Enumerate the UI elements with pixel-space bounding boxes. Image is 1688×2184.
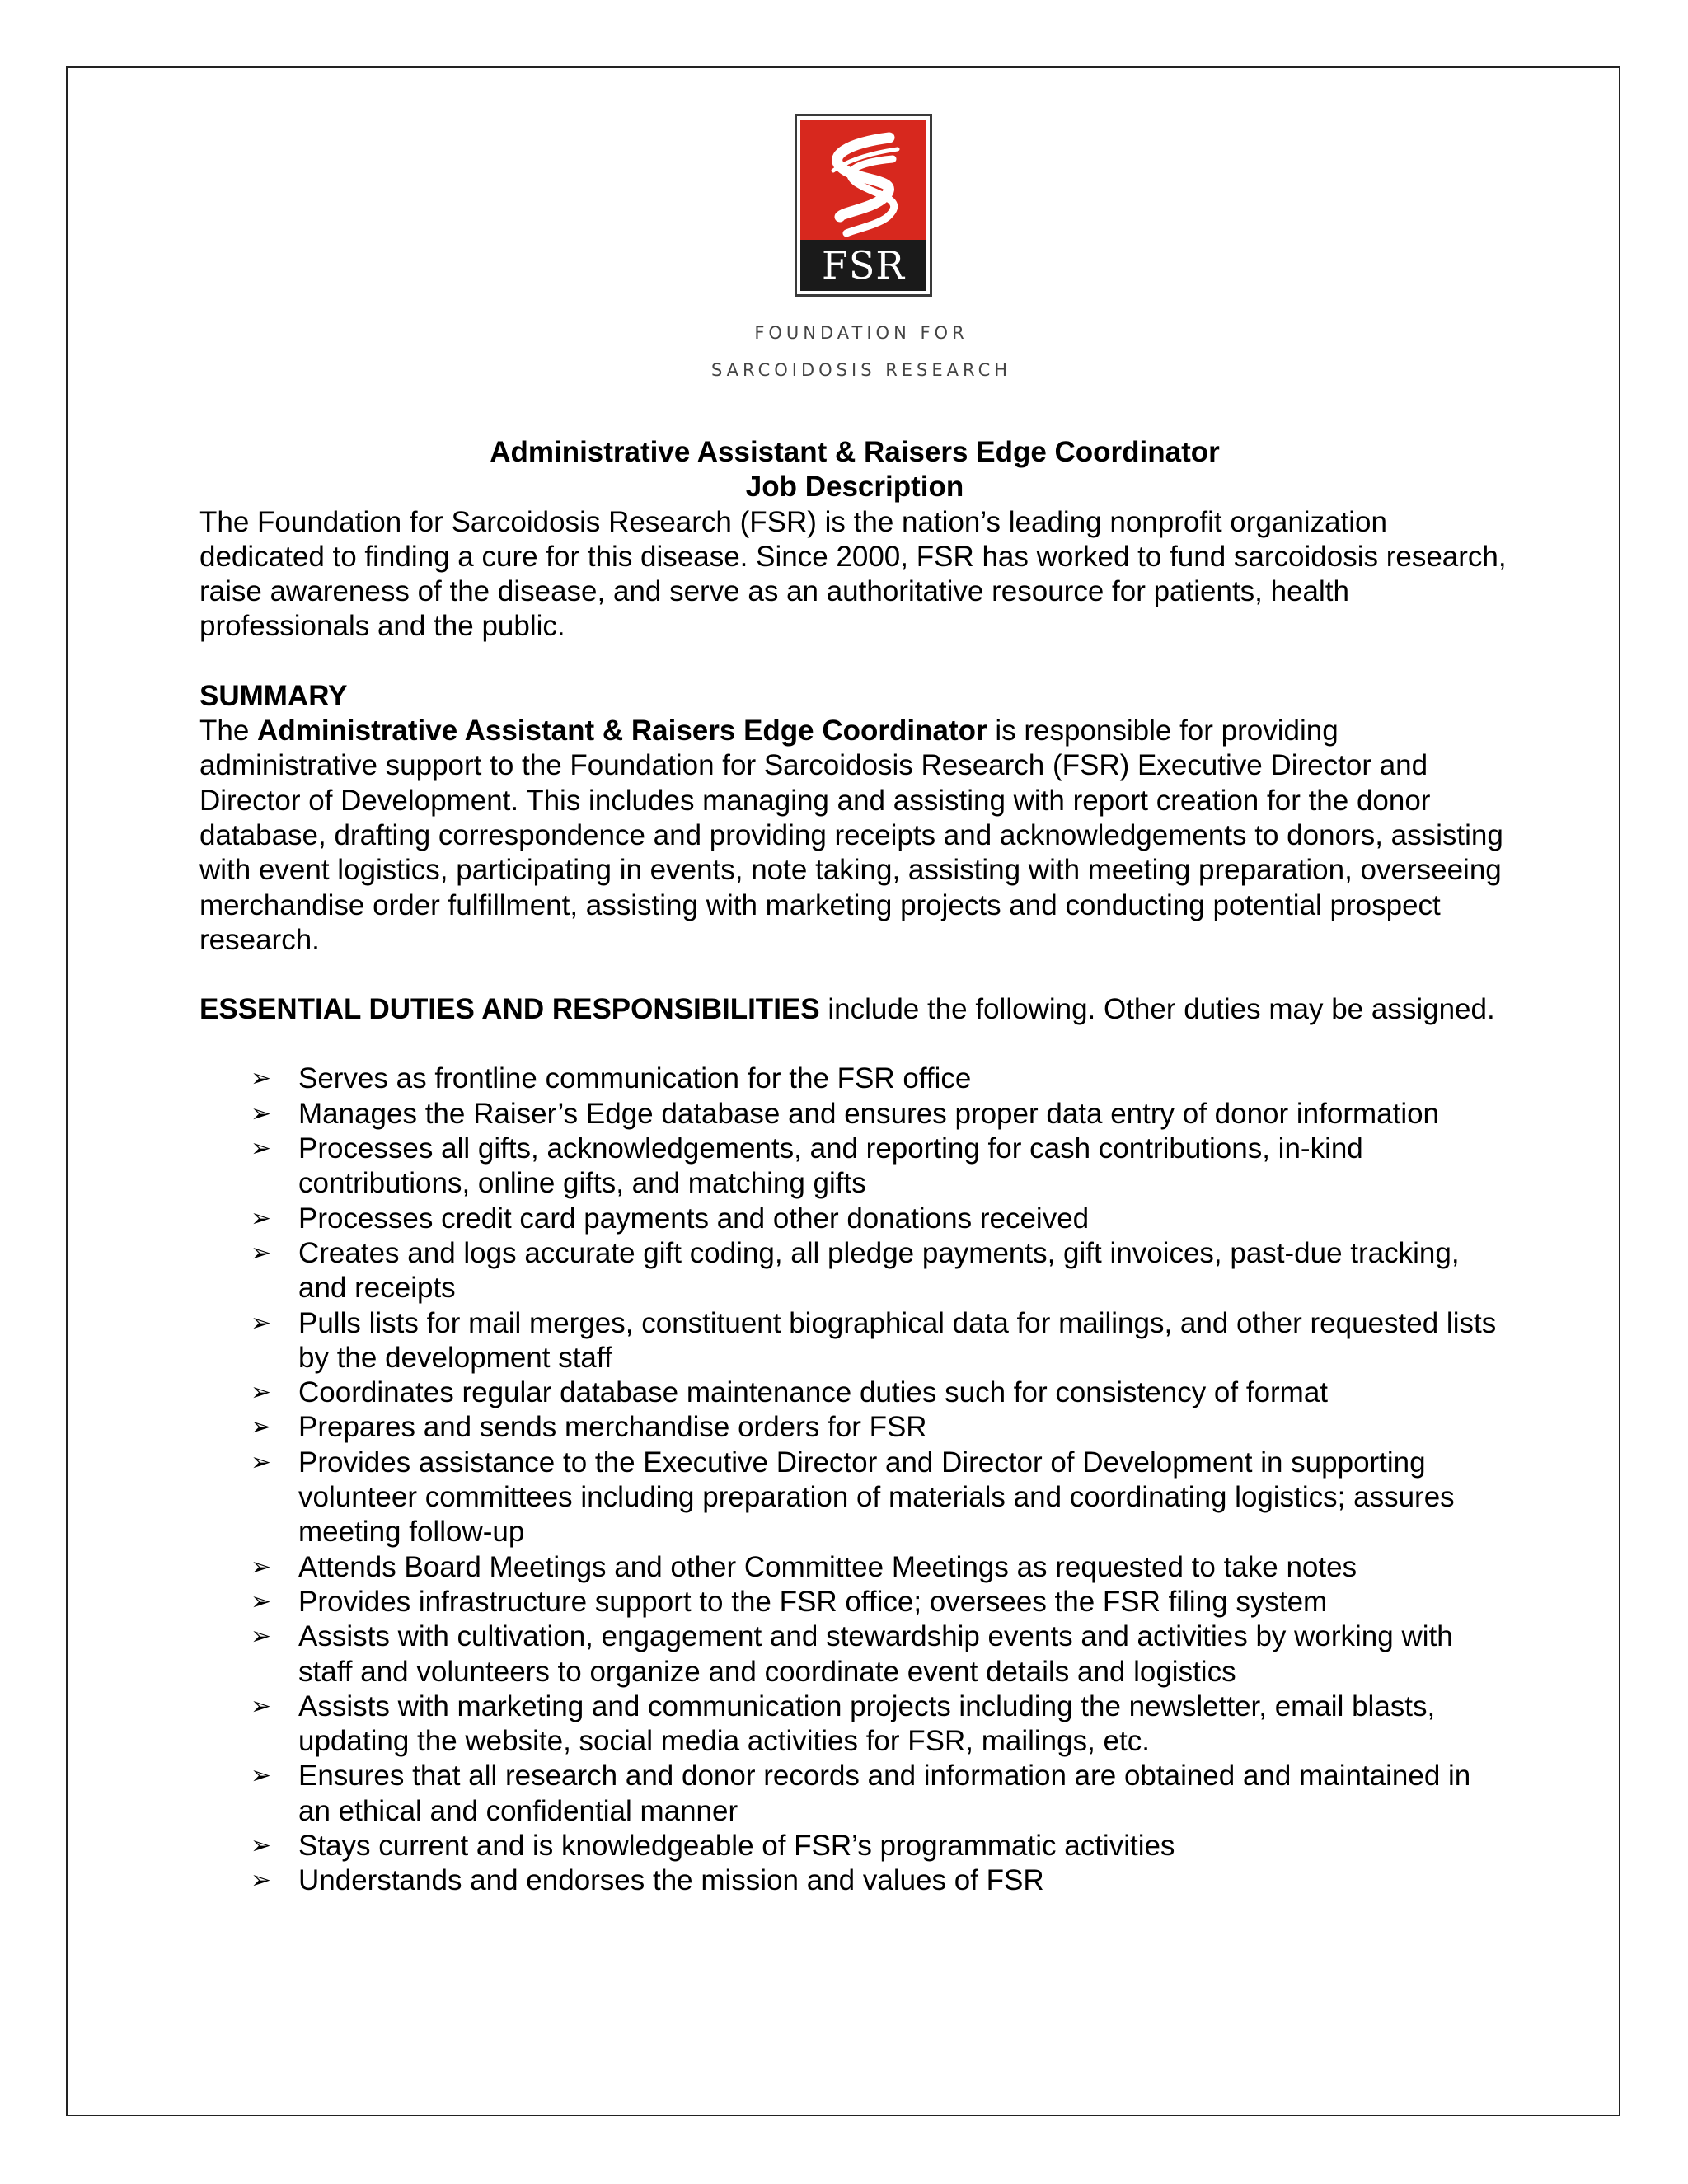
list-item [199, 1202, 1510, 1236]
list-item [199, 1376, 1510, 1410]
list-item [199, 1132, 1510, 1202]
list-item [199, 1863, 1510, 1898]
duty-text: Ensures that all research and donor records and information are obtained and maintained in an ethical and confidential manner [298, 1760, 1471, 1827]
duty-text: Prepares and sends merchandise orders for FSR [298, 1411, 927, 1444]
duty-text: Stays current and is knowledgeable of FSR’s programmatic activities [298, 1829, 1175, 1862]
duty-text: Serves as frontline communication for the FSR office [298, 1062, 972, 1095]
arrowhead-bullet-icon: ➢ [251, 1692, 272, 1720]
list-item [199, 1690, 1510, 1760]
duty-text: Attends Board Meetings and other Committee Meetings as requested to take notes [298, 1550, 1357, 1583]
duties-intro-text: include the following. Other duties may be assigned. [819, 993, 1495, 1026]
arrowhead-bullet-icon: ➢ [251, 1239, 272, 1267]
logo-mark-text: FSR [821, 243, 906, 288]
duty-text: Assists with cultivation, engagement and stewardship events and activities by working with staff and volunteers to organize and coordinate event details and logistics [298, 1620, 1453, 1688]
list-item [199, 1306, 1510, 1376]
arrowhead-bullet-icon: ➢ [251, 1135, 272, 1163]
arrowhead-bullet-icon: ➢ [251, 1867, 272, 1895]
duty-text: Manages the Raiser’s Edge database and ensures proper data entry of donor information [298, 1097, 1440, 1130]
list-item [199, 1236, 1510, 1306]
duty-text: Creates and logs accurate gift coding, all pledge payments, gift invoices, past-due tracking, and receipts [298, 1236, 1460, 1305]
document-subtitle: Job Description [745, 471, 964, 504]
arrowhead-bullet-icon: ➢ [251, 1309, 272, 1337]
org-name-line2: SARCOIDOSIS RESEARCH [710, 360, 1012, 380]
duty-text: Understands and endorses the mission and values of FSR [298, 1864, 1044, 1897]
intro-paragraph: The Foundation for Sarcoidosis Research (FSR) is the nation’s leading nonprofit organization dedicated to finding a cure for this disease. Since 2000, FSR has worked to fund sarcoidosis research, raise awareness of the disease, and serve as an authoritative resource for patients, health professionals and the public. [199, 505, 1507, 643]
summary-text: is responsible for providing administrative support to the Foundation for Sarcoidosis Research (FSR) Executive Director and Director of Development. This includes managing and assisting with report creation for the donor database, drafting correspondence and providing receipts and acknowledgements to donors, assisting with event logistics, participating in events, note taking, assisting with meeting preparation, overseeing merchandise order fulfillment, assisting with marketing projects and conducting potential prospect research. [199, 715, 1503, 956]
arrowhead-bullet-icon: ➢ [251, 1099, 272, 1127]
duties-heading: ESSENTIAL DUTIES AND RESPONSIBILITIES [199, 993, 820, 1026]
summary-heading: SUMMARY [199, 679, 348, 712]
arrowhead-bullet-icon: ➢ [251, 1553, 272, 1581]
duty-text: Assists with marketing and communication projects including the newsletter, email blasts, updating the website, social media activities for FSR, mailings, etc. [298, 1690, 1436, 1758]
list-item [199, 1585, 1510, 1619]
arrowhead-bullet-icon: ➢ [251, 1379, 272, 1407]
summary-lead: The [199, 715, 258, 748]
org-name-line1: FOUNDATION FOR [754, 323, 968, 343]
arrowhead-bullet-icon: ➢ [251, 1587, 272, 1615]
duty-text: Processes credit card payments and other donations received [298, 1202, 1090, 1235]
list-item [199, 1410, 1510, 1445]
arrowhead-bullet-icon: ➢ [251, 1831, 272, 1859]
arrowhead-bullet-icon: ➢ [251, 1448, 272, 1476]
arrowhead-bullet-icon: ➢ [251, 1065, 272, 1093]
duty-text: Processes all gifts, acknowledgements, and reporting for cash contributions, in-kind contributions, online gifts, and matching gifts [298, 1132, 1363, 1200]
fsr-logo [795, 114, 932, 297]
list-item [199, 1446, 1510, 1550]
list-item [199, 1097, 1510, 1132]
job-description-body [199, 435, 1510, 1899]
duty-text: Provides assistance to the Executive Director and Director of Development in supporting volunteer committees including preparation of materials and coordinating logistics; assures meeting follow-up [298, 1446, 1455, 1549]
duty-text: Coordinates regular database maintenance duties such for consistency of format [298, 1376, 1329, 1409]
arrowhead-bullet-icon: ➢ [251, 1413, 272, 1441]
list-item [199, 1550, 1510, 1585]
duty-text: Pulls lists for mail merges, constituent biographical data for mailings, and other requested lists by the development staff [298, 1306, 1497, 1374]
logo-red-panel [800, 120, 926, 291]
list-item [199, 1062, 1510, 1096]
summary-position-name: Administrative Assistant & Raisers Edge Coordinator [257, 715, 987, 748]
list-item [199, 1619, 1510, 1690]
list-item [199, 1829, 1510, 1863]
arrowhead-bullet-icon: ➢ [251, 1762, 272, 1790]
summary-paragraph [199, 714, 1510, 958]
duties-list [199, 1062, 1510, 1898]
job-title: Administrative Assistant & Raisers Edge Coordinator [490, 436, 1220, 468]
duty-text: Provides infrastructure support to the FSR office; oversees the FSR filing system [298, 1585, 1328, 1618]
logo-black-band [800, 240, 926, 291]
arrowhead-bullet-icon: ➢ [251, 1623, 272, 1651]
arrowhead-bullet-icon: ➢ [251, 1204, 272, 1232]
duties-intro [199, 992, 1510, 1027]
list-item [199, 1759, 1510, 1829]
